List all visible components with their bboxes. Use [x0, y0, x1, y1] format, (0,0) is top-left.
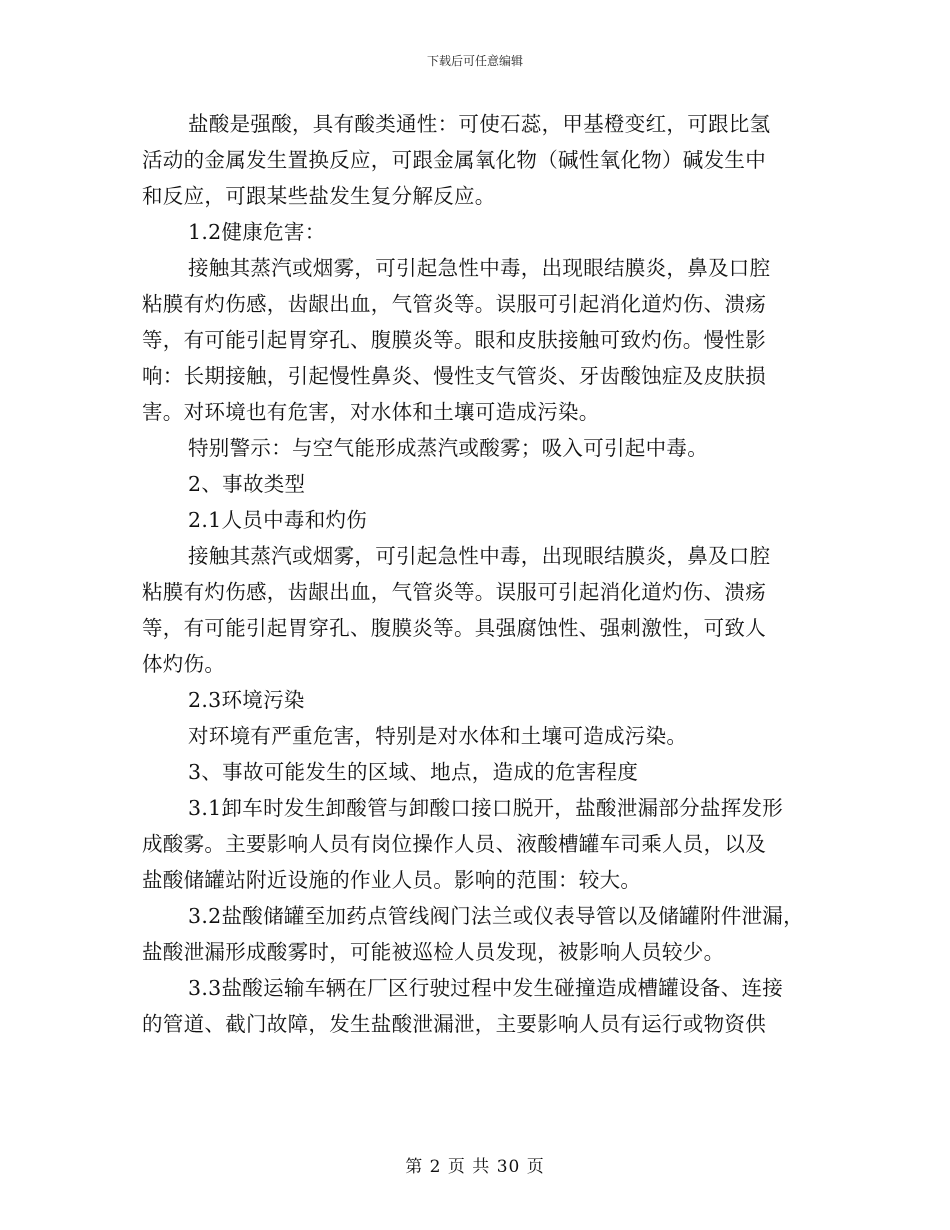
text-line: 3.3盐酸运输车辆在厂区行驶过程中发生碰撞造成槽罐设备、连接 [188, 976, 784, 1000]
text-line: 3.1卸车时发生卸酸管与卸酸口接口脱开，盐酸泄漏部分盐挥发形 [188, 796, 784, 820]
text-line: 等，有可能引起胃穿孔、腹膜炎等。眼和皮肤接触可致灼伤。慢性影 [142, 328, 766, 352]
text-line: 害。对环境也有危害，对水体和土壤可造成污染。 [142, 400, 600, 424]
text-line: 特别警示：与空气能形成蒸汽或酸雾；吸入可引起中毒。 [188, 436, 708, 460]
text-line: 粘膜有灼伤感，齿龈出血，气管炎等。误服可引起消化道灼伤、溃疡 [142, 292, 766, 316]
text-line: 响：长期接触，引起慢性鼻炎、慢性支气管炎、牙齿酸蚀症及皮肤损 [142, 364, 766, 388]
text-line: 粘膜有灼伤感，齿龈出血，气管炎等。误服可引起消化道灼伤、溃疡 [142, 580, 766, 604]
text-line: 的管道、截门故障，发生盐酸泄漏泄，主要影响人员有运行或物资供 [142, 1012, 766, 1036]
document-body [142, 106, 812, 1042]
text-line: 接触其蒸汽或烟雾，可引起急性中毒，出现眼结膜炎，鼻及口腔 [188, 256, 771, 280]
text-line: 1.2健康危害： [188, 220, 326, 244]
text-line: 体灼伤。 [142, 652, 226, 676]
text-line: 和反应，可跟某些盐发生复分解反应。 [142, 184, 496, 208]
text-line: 盐酸是强酸，具有酸类通性：可使石蕊，甲基橙变红，可跟比氢 [188, 112, 771, 136]
text-line: 2、事故类型 [188, 472, 306, 496]
text-line: 盐酸储罐站附近设施的作业人员。影响的范围：较大。 [142, 868, 642, 892]
text-line: 2.3环境污染 [188, 688, 305, 712]
text-line: 对环境有严重危害，特别是对水体和土壤可造成污染。 [188, 724, 688, 748]
text-line: 接触其蒸汽或烟雾，可引起急性中毒，出现眼结膜炎，鼻及口腔 [188, 544, 771, 568]
text-line: 2.1人员中毒和灼伤 [188, 508, 368, 532]
page-footer: 第 2 页 共 30 页 [405, 1157, 545, 1177]
text-line: 成酸雾。主要影响人员有岗位操作人员、液酸槽罐车司乘人员，以及 [142, 832, 766, 856]
text-line: 3.2盐酸储罐至加药点管线阀门法兰或仪表导管以及储罐附件泄漏， [188, 904, 804, 928]
page-header: 下载后可任意编辑 [426, 54, 523, 68]
text-line: 盐酸泄漏形成酸雾时，可能被巡检人员发现，被影响人员较少。 [142, 940, 725, 964]
text-line: 3、事故可能发生的区域、地点，造成的危害程度 [188, 760, 639, 784]
text-line: 等，有可能引起胃穿孔、腹膜炎等。具强腐蚀性、强刺激性，可致人 [142, 616, 766, 640]
text-line: 活动的金属发生置换反应，可跟金属氧化物（碱性氧化物）碱发生中 [142, 148, 766, 172]
